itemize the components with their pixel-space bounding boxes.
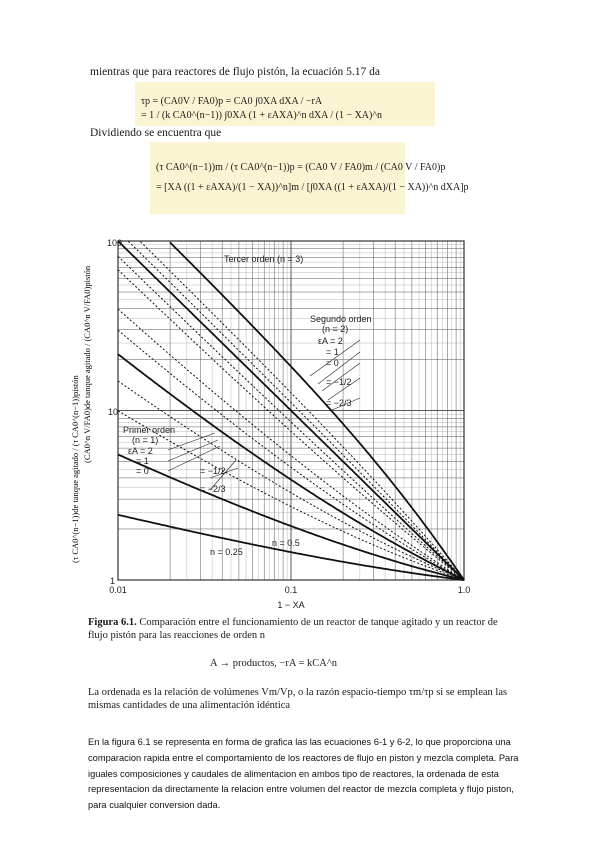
x-tick-0.01: 0.01: [109, 585, 127, 595]
y-tick-10: 10: [107, 407, 118, 417]
equation-plug-flow: [135, 82, 435, 126]
ordinate-note: La ordenada es la relación de volúmenes Vm/Vp, o la razón espacio-tiempo τm/τp si se emplean las mismas cantidades de una alimentación idéntica: [88, 687, 508, 711]
label-first-em23: = −2/3: [200, 484, 226, 494]
label-half-order: n = 0.5: [272, 538, 300, 548]
label-first-e1: = 1: [136, 456, 149, 466]
label-second-e1: = 1: [326, 347, 339, 357]
label-first-order-n: (n = 1): [132, 435, 159, 445]
figure-caption-text: Comparación entre el funcionamiento de un reactor de tanque agitado y un reactor de flujo pistón para las reacciones de orden n: [88, 617, 498, 641]
label-first-e0: = 0: [136, 466, 149, 476]
y-label-bottom: (τ CA0^(n−1))de tanque agitado / (τ CA0^(n−1))pistón: [70, 375, 80, 563]
figure-caption-label: Figura 6.1.: [88, 617, 137, 628]
label-third-order: Tercer orden (n = 3): [224, 254, 304, 264]
performance-chart: [60, 228, 480, 613]
y-tick-1: 1: [109, 576, 115, 586]
explanation-paragraph: En la figura 6.1 se representa en forma de grafica las las ecuaciones 6-1 y 6-2, lo que proporciona una comparacion rapida entre el comportamiento de los reactores de flujo en piston y mezcla completa. Para iguales composiciones y caudales de alimentacion en ambos tipo de reactores, la ordenada de esta representacion da directamente la relacion entre volumen del reactor de mezcla completa y flujo piston, para cualquier conversion dada.: [88, 737, 519, 811]
figure-caption: [88, 616, 498, 642]
label-quarter-order: n = 0.25: [210, 547, 243, 557]
dividing-text: Dividiendo se encuentra que: [90, 127, 222, 139]
equation-ratio: [150, 142, 469, 214]
equation2-lhs: (τ CA0^(n−1))m / (τ CA0^(n−1))p = (CA0 V / FA0)m / (CA0 V / FA0)p: [156, 162, 446, 173]
label-second-em12: = −1/2: [326, 377, 352, 387]
label-second-order-title: Segundo orden: [310, 314, 372, 324]
label-second-order-n: (n = 2): [322, 324, 349, 334]
x-tick-1.0: 1.0: [457, 585, 471, 595]
intro-text: mientras que para reactores de flujo pistón, la ecuación 5.17 da: [90, 66, 380, 78]
x-axis-label: 1 − XA: [277, 600, 305, 610]
label-second-e0: = 0: [326, 358, 339, 368]
label-first-order-title: Primer orden: [123, 425, 176, 435]
equation2-rhs: = [XA ((1 + εAXA)/(1 − XA))^n]m / [∫0XA ((1 + εAXA)/(1 − XA))^n dXA]p: [156, 182, 469, 193]
y-label-top: (CA0^n V/FA0)de tanque agitado / (CA0^n V/FA0)pistón: [82, 265, 92, 463]
equation1-lhs: τp = (CA0V / FA0)p = CA0 ∫0XA dXA / −rA: [141, 96, 323, 107]
label-second-em23: = −2/3: [326, 398, 352, 408]
equation1-rhs: = 1 / (k CA0^(n−1)) ∫0XA (1 + εAXA)^n dXA / (1 − XA)^n: [141, 110, 383, 121]
x-tick-0.1: 0.1: [284, 585, 298, 595]
label-second-e2: εA = 2: [318, 336, 343, 346]
y-axis-label: [70, 265, 92, 563]
y-tick-100: 100: [106, 238, 122, 248]
reaction-equation: A → productos, −rA = kCA^n: [210, 658, 338, 669]
label-first-e2: εA = 2: [128, 446, 153, 456]
label-first-em12: = −1/2: [200, 466, 226, 476]
